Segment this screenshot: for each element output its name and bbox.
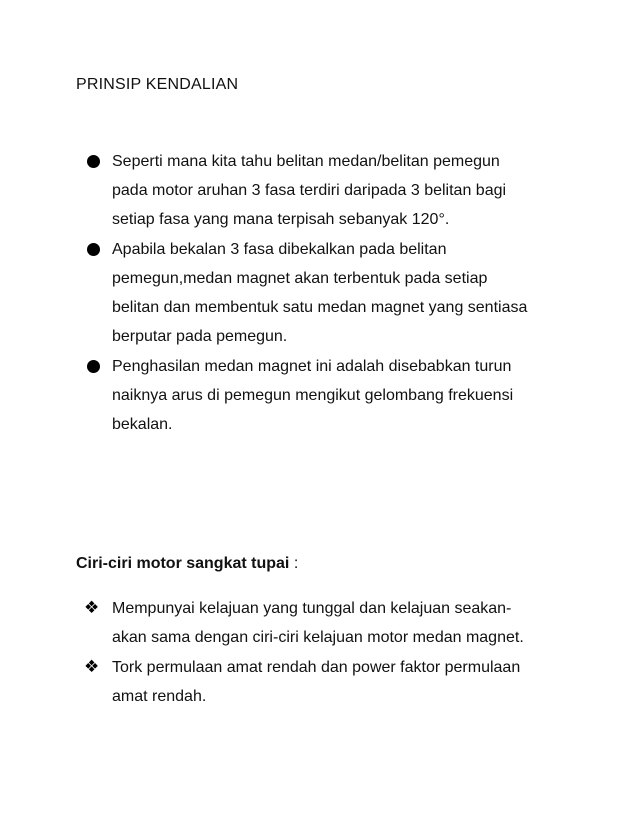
text-line: naiknya arus di pemegun mengikut gelombang frekuensi — [112, 387, 514, 404]
text-line: akan sama dengan ciri-ciri kelajuan motor medan magnet. — [112, 629, 524, 646]
characteristics-bullet-list — [86, 594, 576, 712]
list-item — [86, 147, 576, 234]
list-item — [86, 352, 576, 439]
list-item — [86, 653, 576, 711]
bullet-dot-icon — [86, 352, 112, 381]
bullet-dot-icon — [86, 235, 112, 264]
text-line: Tork permulaan amat rendah dan power faktor permulaan — [112, 659, 521, 676]
text-line: pada motor aruhan 3 fasa terdiri daripada 3 belitan bagi — [112, 182, 507, 199]
section-heading-suffix: : — [289, 555, 299, 572]
section-heading-bold: Ciri-ciri motor sangkat tupai — [76, 555, 290, 572]
list-item-text — [112, 594, 576, 652]
text-line: Apabila bekalan 3 fasa dibekalkan pada belitan — [112, 241, 447, 258]
list-item-text — [112, 352, 576, 439]
text-line: setiap fasa yang mana terpisah sebanyak 120°. — [112, 211, 450, 228]
list-item-text — [112, 147, 576, 234]
section-heading — [76, 555, 298, 573]
text-line: amat rendah. — [112, 688, 207, 705]
text-line: Seperti mana kita tahu belitan medan/belitan pemegun — [112, 153, 500, 170]
text-line: pemegun,medan magnet akan terbentuk pada setiap — [112, 270, 488, 287]
list-item — [86, 594, 576, 652]
bullet-diamond-icon: ❖ — [84, 598, 100, 618]
principle-bullet-list — [86, 147, 576, 440]
text-line: Penghasilan medan magnet ini adalah disebabkan turun — [112, 358, 512, 375]
bullet-dot-icon — [86, 147, 112, 176]
list-item — [86, 235, 576, 351]
text-line: berputar pada pemegun. — [112, 328, 288, 345]
text-line: Mempunyai kelajuan yang tunggal dan kelajuan seakan- — [112, 600, 512, 617]
list-item-text — [112, 235, 576, 351]
list-item-text — [112, 653, 576, 711]
text-line: belitan dan membentuk satu medan magnet yang sentiasa — [112, 299, 528, 316]
text-line: bekalan. — [112, 416, 173, 433]
page-title: PRINSIP KENDALIAN — [76, 76, 239, 93]
bullet-diamond-icon: ❖ — [84, 657, 100, 677]
